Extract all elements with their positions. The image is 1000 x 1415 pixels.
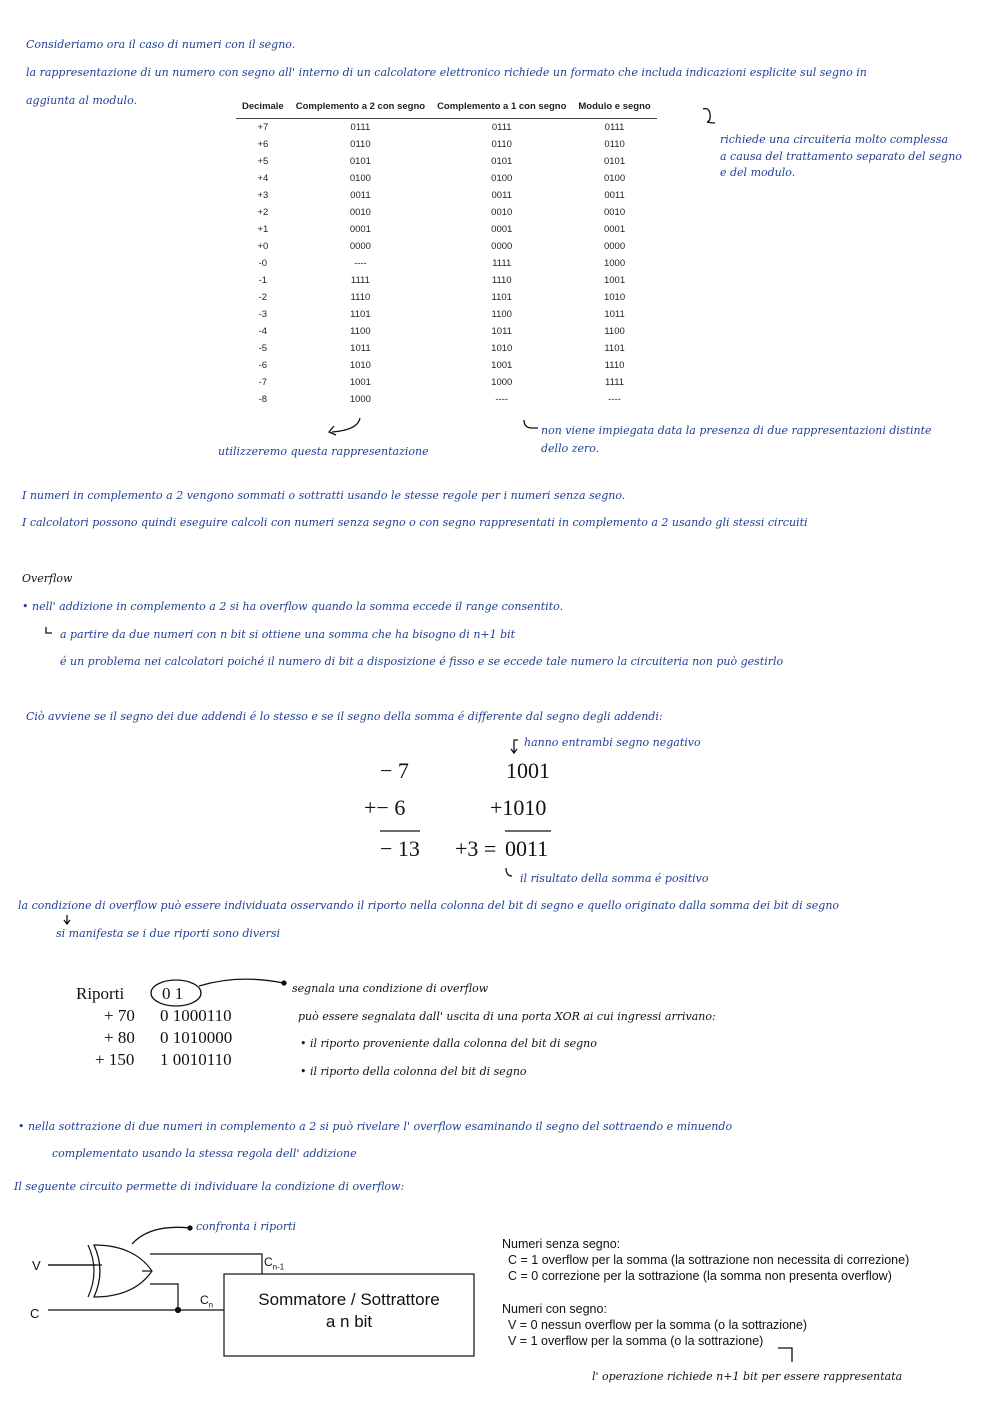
table-cell: -6 [258, 360, 268, 371]
table-cell: 0011 [350, 190, 371, 201]
table-cell: 0010 [491, 207, 513, 218]
table-cell: -7 [258, 377, 268, 388]
intro-line-3: aggiunta al modulo. [26, 94, 137, 107]
subtraction-line-2: complementato usando la stessa regola dell' addizione [52, 1147, 357, 1160]
overflow-bullet-1a: a partire da due numeri con n bit si ottiene una somma che ha bisogno di n+1 bit [60, 628, 516, 641]
overflow-title: Overflow [22, 572, 73, 585]
table-row [236, 323, 657, 340]
table-cell: 1101 [350, 309, 371, 320]
table-cell: 1111 [350, 275, 370, 286]
table-cell: ---- [495, 394, 509, 405]
v-label: V [32, 1258, 41, 1273]
overflow-bullet-1b: é un problema nei calcolatori poiché il numero di bit a disposizione é fisso e se eccede tale numero la circuiteria non può gestirlo [60, 655, 784, 668]
modulo-note-1: richiede una circuiteria molto complessa [720, 133, 949, 146]
table-cell: 0011 [604, 190, 625, 201]
table-cell: +5 [257, 156, 269, 167]
example-op2: +− 6 [364, 795, 406, 820]
table-cell: 1011 [604, 309, 625, 320]
table-cell: 1000 [603, 258, 626, 269]
table-cell: 1110 [491, 275, 512, 286]
table-cell: 0110 [604, 139, 625, 150]
example-result: − 13 [380, 836, 420, 861]
table-cell: 1010 [603, 292, 626, 303]
table-cell: 0010 [349, 207, 371, 218]
table-header-modulo: Modulo e segno [572, 98, 656, 119]
riporti-b: + 80 [104, 1028, 135, 1047]
table-row [236, 374, 657, 391]
subtraction-line-1: • nella sottrazione di due numeri in complemento a 2 si può rivelare l' overflow esaminando il segno del sottraendo e minuendo [18, 1120, 733, 1133]
table-cell: 1101 [491, 292, 512, 303]
adder-box-subtitle: a n bit [325, 1312, 373, 1331]
table-cell: +1 [257, 224, 269, 235]
table-cell: 0100 [603, 173, 626, 184]
example-op1: − 7 [380, 758, 409, 783]
riporti-label: Riporti [76, 984, 125, 1003]
riporti-carries: 0 1 [162, 984, 184, 1003]
confronta-note: confronta i riporti [196, 1220, 297, 1233]
table-cell: 0110 [350, 139, 371, 150]
table-cell: 1111 [605, 377, 625, 388]
table-cell: 1001 [491, 360, 513, 371]
table-cell: 1100 [491, 309, 512, 320]
table-row [236, 221, 657, 238]
table-cell: 0000 [603, 241, 626, 252]
table-cell: 0010 [603, 207, 626, 218]
unsigned-rule-1: C = 1 overflow per la somma (la sottrazione non necessita di correzione) [508, 1253, 910, 1267]
table-cell: 0101 [349, 156, 371, 167]
table-cell: +3 [257, 190, 269, 201]
table-row [236, 306, 657, 323]
table-cell: 1010 [349, 360, 371, 371]
table-cell: 0000 [491, 241, 513, 252]
table-row [236, 153, 657, 170]
riporti-a: + 70 [104, 1006, 135, 1025]
table-row [236, 187, 657, 204]
circuit-intro: Il seguente circuito permette di individuare la condizione di overflow: [14, 1180, 405, 1193]
overflow-bullet-1: • nell' addizione in complemento a 2 si ha overflow quando la somma eccede il range consentito. [22, 600, 564, 613]
table-cell: 1011 [350, 343, 371, 354]
table-cell: 1000 [491, 377, 513, 388]
table-cell: 0101 [603, 156, 626, 167]
signed-rule-2: V = 1 overflow per la somma (o la sottrazione) [508, 1334, 764, 1348]
table-cell: 0001 [349, 224, 371, 235]
negative-note: hanno entrambi segno negativo [524, 736, 701, 749]
table-cell: -1 [258, 275, 268, 286]
table-cell: -8 [258, 394, 268, 405]
overflow-condition: Ciò avviene se il segno dei due addendi é lo stesso e se il segno della somma é differente dal segno degli addendi: [26, 710, 663, 723]
c1-note-1: non viene impiegata data la presenza di due rappresentazioni distinte [541, 424, 932, 437]
c-label: C [30, 1306, 40, 1321]
table-cell: +4 [257, 173, 269, 184]
table-body [236, 119, 657, 409]
intro-line-1: Consideriamo ora il caso di numeri con il segno. [26, 38, 296, 51]
modulo-note-3: e del modulo. [720, 166, 796, 179]
riporti-sum-bin: 1 0010110 [160, 1050, 232, 1069]
riporti-b-bin: 0 1010000 [160, 1028, 233, 1047]
table-cell: +0 [257, 241, 269, 252]
representation-table [236, 98, 657, 408]
positive-note: il risultato della somma é positivo [520, 872, 709, 885]
table-row [236, 204, 657, 221]
example-result-bin: 0011 [505, 836, 549, 861]
carry-line-1: la condizione di overflow può essere individuata osservando il riporto nella colonna del bit di segno e quello originato dalla somma dei bit di segno [18, 899, 840, 912]
table-cell: 0001 [491, 224, 513, 235]
unsigned-rule-2: C = 0 correzione per la sottrazione (la somma non presenta overflow) [508, 1269, 892, 1283]
sum-rules-1: I numeri in complemento a 2 vengono sommati o sottratti usando le stesse regole per i numeri senza segno. [22, 489, 626, 502]
table-row [236, 340, 657, 357]
table-row [236, 119, 657, 137]
riporti-note-4: • il riporto della colonna del bit di segno [300, 1065, 527, 1078]
cn-label: $C_n$ [200, 1293, 214, 1310]
table-cell: 0110 [491, 139, 512, 150]
signed-title: Numeri con segno: [502, 1302, 607, 1316]
table-cell: +2 [257, 207, 269, 218]
example-op1-bin: 1001 [506, 758, 550, 783]
table-header-c1: Complemento a 1 con segno [431, 98, 572, 119]
signed-rule-1: V = 0 nessun overflow per la somma (o la sottrazione) [508, 1318, 808, 1332]
c1-note-2: dello zero. [541, 442, 600, 455]
table-cell: -0 [258, 258, 268, 269]
table-row [236, 136, 657, 153]
table-header-c2: Complemento a 2 con segno [290, 98, 431, 119]
carry-line-2: si manifesta se i due riporti sono diversi [56, 927, 281, 940]
riporti-note-3: • il riporto proveniente dalla colonna del bit di segno [300, 1037, 597, 1050]
table-row [236, 357, 657, 374]
table-cell: +6 [257, 139, 269, 150]
riporti-a-bin: 0 1000110 [160, 1006, 232, 1025]
table-cell: 0101 [491, 156, 513, 167]
riporti-note-2: può essere segnalata dall' uscita di una porta XOR ai cui ingressi arrivano: [298, 1010, 716, 1023]
riporti-sum: + 150 [95, 1050, 135, 1069]
table-cell: 1000 [349, 394, 371, 405]
table-row [236, 272, 657, 289]
sum-rules-2: I calcolatori possono quindi eseguire calcoli con numeri senza segno o con segno rappresentati in complemento a 2 usando gli stessi circuiti [22, 516, 808, 529]
cn1-label: $C_{n-1}$ [264, 1255, 285, 1272]
table-cell: ---- [608, 394, 621, 405]
table-cell: 0100 [349, 173, 371, 184]
table-cell: 0111 [491, 122, 512, 133]
table-cell: 0111 [604, 122, 625, 133]
table-cell: 0001 [603, 224, 626, 235]
table-cell: 1001 [349, 377, 371, 388]
table-cell: -4 [258, 326, 268, 337]
table-cell: 1111 [492, 258, 512, 269]
table-cell: 0011 [491, 190, 512, 201]
table-cell: 0000 [349, 241, 371, 252]
table-cell: 0111 [350, 122, 371, 133]
table-cell: -5 [258, 343, 268, 354]
table-cell: 1100 [350, 326, 371, 337]
table-row [236, 255, 657, 272]
table-cell: 1101 [604, 343, 625, 354]
table-cell: ---- [354, 258, 367, 269]
use-this-note: utilizzeremo questa rappresentazione [218, 445, 429, 458]
table-cell: +7 [257, 122, 269, 133]
table-cell: 1001 [603, 275, 626, 286]
modulo-note-2: a causa del trattamento separato del segno [720, 150, 962, 163]
table-cell: 1010 [491, 343, 513, 354]
table-cell: -3 [258, 309, 268, 320]
table-cell: -2 [258, 292, 268, 303]
adder-box-title: Sommatore / Sottrattore [258, 1290, 440, 1309]
intro-line-2: la rappresentazione di un numero con segno all' interno di un calcolatore elettronico richiede un formato che includa indicazioni esplicite sul segno in [26, 66, 867, 79]
riporti-note-1: segnala una condizione di overflow [292, 982, 489, 995]
table-cell: 0100 [491, 173, 513, 184]
table-cell: 1110 [350, 292, 371, 303]
example-op2-bin: +1010 [490, 795, 547, 820]
table-cell: 1100 [604, 326, 625, 337]
table-cell: 1011 [491, 326, 512, 337]
unsigned-title: Numeri senza segno: [502, 1237, 621, 1251]
table-header-row [236, 98, 657, 119]
table-row [236, 170, 657, 187]
table-header-decimale: Decimale [236, 98, 290, 119]
example-result-eq: +3 = [455, 836, 497, 861]
table-row [236, 391, 657, 408]
table-row [236, 289, 657, 306]
final-note: l' operazione richiede n+1 bit per essere rappresentata [592, 1370, 903, 1383]
table-row [236, 238, 657, 255]
table-cell: 1110 [604, 360, 625, 371]
